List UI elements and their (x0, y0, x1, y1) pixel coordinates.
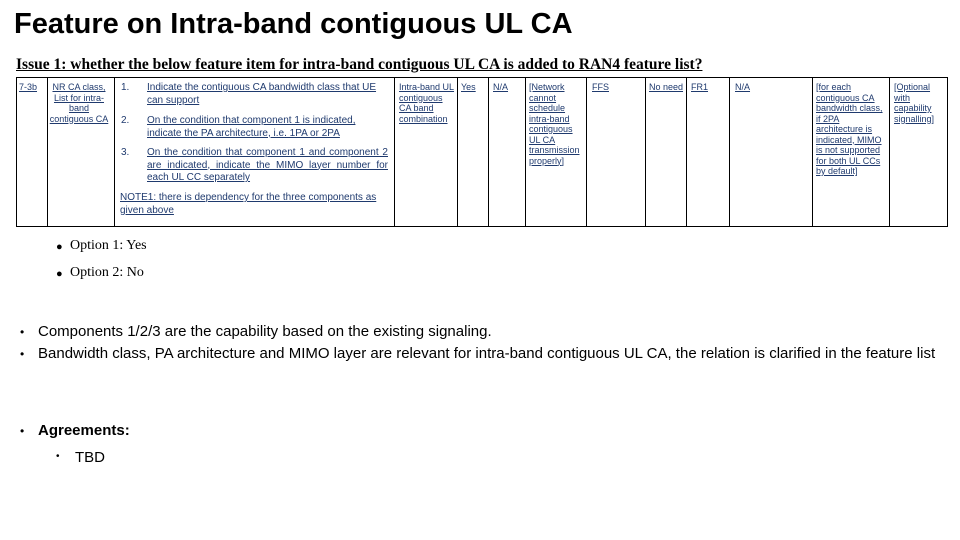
column-divider (645, 78, 646, 226)
component-note: NOTE1: there is dependency for the three components as given above (120, 192, 377, 216)
column-divider (525, 78, 526, 226)
fr1-cell: FR1 (691, 82, 709, 92)
component-number: 3. (121, 147, 130, 158)
component-text: On the condition that component 1 and component 2 are indicated, indicate the MIMO layer number for each UL CC separately (147, 147, 388, 183)
consequence-cell: [Network cannot schedule intra-band contiguous UL CA transmission properly] (529, 82, 580, 166)
component-number: 1. (121, 82, 130, 93)
component-number: 2. (121, 115, 130, 126)
column-divider (812, 78, 813, 226)
feature-index: 7-3b (19, 82, 38, 92)
bullet-icon: • (20, 325, 25, 339)
na-cell: N/A (493, 82, 509, 92)
column-divider (586, 78, 587, 226)
bullet-item: Components 1/2/3 are the capability based on the existing signaling. (38, 323, 492, 340)
na-cell: N/A (735, 82, 751, 92)
issue-heading: Issue 1: whether the below feature item for intra-band contiguous UL CA is added to RAN4 feature list? (16, 56, 703, 73)
ffs-cell: FFS (592, 82, 609, 92)
comments-cell: [for each contiguous CA bandwidth class, if 2PA architecture is indicated, MIMO is not supported for both UL CCs by default] (816, 82, 883, 176)
column-divider (488, 78, 489, 226)
option-item: Option 1: Yes (70, 238, 147, 253)
agreements-label: Agreements: (38, 422, 130, 439)
agreement-item: TBD (75, 449, 105, 466)
component-text: Indicate the contiguous CA bandwidth class that UE can support (147, 82, 377, 106)
bullet-icon: • (20, 424, 25, 438)
column-divider (729, 78, 730, 226)
column-divider (457, 78, 458, 226)
option-item: Option 2: No (70, 265, 144, 280)
feature-table (16, 77, 948, 227)
column-divider (47, 78, 48, 226)
component-text: On the condition that component 1 is indicated, indicate the PA architecture, i.e. 1PA or 2PA (147, 115, 356, 139)
bullet-dot-icon: ● (56, 268, 63, 280)
mandatory-cell: [Optional with capability signalling] (894, 82, 935, 124)
per-ue-cell: Yes (461, 82, 476, 92)
bullet-item: Bandwidth class, PA architecture and MIMO layer are relevant for intra-band contiguous UL CA, the relation is clarified in the feature list (38, 345, 936, 362)
feature-name: NR CA class, List for intra-band contiguous CA (49, 82, 109, 124)
bullet-icon: • (56, 451, 60, 462)
page-title: Feature on Intra-band contiguous UL CA (14, 8, 573, 40)
column-divider (686, 78, 687, 226)
bullet-dot-icon: ● (56, 241, 63, 253)
column-divider (114, 78, 115, 226)
column-divider (889, 78, 890, 226)
column-divider (394, 78, 395, 226)
prerequisite-cell: Intra-band UL contiguous CA band combination (399, 82, 455, 124)
no-need-cell: No need (649, 82, 684, 92)
bullet-icon: • (20, 347, 25, 361)
